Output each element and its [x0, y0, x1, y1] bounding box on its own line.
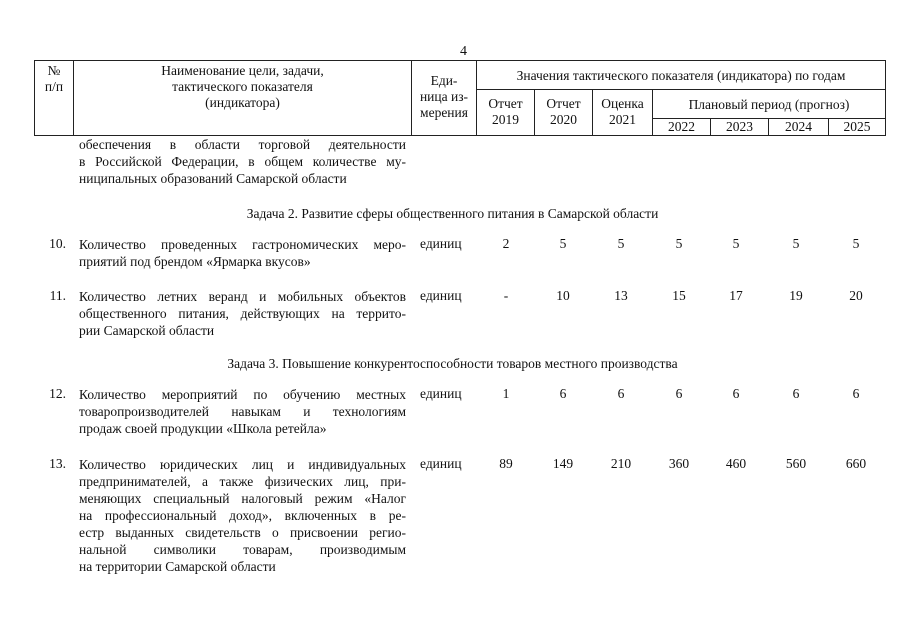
row13-val-2024: 560	[785, 456, 807, 471]
header-num	[35, 63, 73, 95]
row12-val-2020: 6	[559, 386, 567, 401]
row11-unit: единиц	[420, 288, 462, 303]
header-2020-label: Отчет	[546, 96, 581, 111]
row11-line2: общественного питания, действующих на террито-	[79, 306, 406, 321]
row10-val-2023: 5	[732, 236, 740, 251]
row13-val-2023: 460	[725, 456, 747, 471]
row10-val-2022: 5	[675, 236, 683, 251]
row11-text	[79, 288, 406, 339]
task3-heading: Задача 3. Повышение конкурентоспособности товаров местного производства	[227, 356, 678, 371]
row12-line1: Количество мероприятий по обучению местных	[79, 387, 406, 402]
row10-val-2020: 5	[559, 236, 567, 251]
row10-val-2021: 5	[617, 236, 625, 251]
header-plan-2022: 2022	[668, 119, 695, 134]
header-2021-year: 2021	[609, 112, 636, 127]
header-name-line2: тактического показателя	[172, 79, 313, 94]
row13-val-2025: 660	[845, 456, 867, 471]
header-name-line1: Наименование цели, задачи,	[161, 63, 324, 78]
continuation-line3: ниципальных образований Самарской области	[79, 171, 347, 186]
header-unit-line1: Еди-	[430, 73, 458, 88]
row12-val-2023: 6	[732, 386, 740, 401]
row11-val-2019: -	[503, 288, 509, 303]
row13-val-2019: 89	[499, 456, 513, 471]
row11-val-2025: 20	[849, 288, 863, 303]
row11-number: 11.	[49, 288, 66, 303]
row12-val-2024: 6	[792, 386, 800, 401]
header-plan-2023: 2023	[726, 119, 753, 134]
page-number: 4	[460, 44, 467, 59]
row10-line2: приятий под брендом «Ярмарка вкусов»	[79, 254, 311, 269]
header-2019-year: 2019	[492, 112, 519, 127]
row11-val-2024: 19	[789, 288, 803, 303]
row13-val-2021: 210	[610, 456, 632, 471]
row12-line2: товаропроизводителей навыкам и технологиям	[79, 404, 406, 419]
row12-unit: единиц	[420, 386, 462, 401]
header-2019-label: Отчет	[488, 96, 523, 111]
row10-line1: Количество проведенных гастрономических меро-	[79, 237, 406, 252]
row10-number: 10.	[49, 236, 66, 251]
row13-line2: предпринимателей, а также физических лиц, при-	[79, 474, 406, 489]
row11-line3: рии Самарской области	[79, 323, 215, 338]
row10-text	[79, 236, 406, 270]
col-border-right	[885, 60, 886, 136]
continuation-line1: обеспечения в области торговой деятельности	[79, 137, 406, 152]
header-unit-line3: мерения	[420, 105, 468, 120]
row10-val-2019: 2	[502, 236, 510, 251]
plan-title: Плановый период (прогноз)	[688, 97, 850, 112]
row13-line7: на территории Самарской области	[79, 559, 276, 574]
header-num-line1: №	[47, 63, 61, 78]
header-name-line3: (индикатора)	[205, 95, 280, 110]
row12-text	[79, 386, 406, 437]
row13-line1: Количество юридических лиц и индивидуальных	[79, 457, 406, 472]
row12-val-2019: 1	[502, 386, 510, 401]
row11-val-2021: 13	[614, 288, 628, 303]
row10-val-2024: 5	[792, 236, 800, 251]
row12-line3: продаж своей продукции «Школа ретейла»	[79, 421, 327, 436]
row11-val-2023: 17	[729, 288, 743, 303]
row13-number: 13.	[49, 456, 66, 471]
continuation-line2: в Российской Федерации, в общем количестве му-	[79, 154, 406, 169]
header-unit-line2: ница из-	[419, 89, 469, 104]
row13-line5: естр выданных свидетельств о присвоении регио-	[79, 525, 406, 540]
header-top-border	[34, 60, 886, 61]
continuation-text	[79, 136, 406, 187]
row13-unit: единиц	[420, 456, 462, 471]
row10-unit: единиц	[420, 236, 462, 251]
values-title-divider	[476, 89, 886, 90]
row13-line3: меняющих специальный налоговый режим «Налог	[79, 491, 406, 506]
header-2021-label: Оценка	[601, 96, 644, 111]
task2-heading: Задача 2. Развитие сферы общественного питания в Самарской области	[246, 206, 659, 221]
row13-val-2022: 360	[668, 456, 690, 471]
row12-number: 12.	[49, 386, 66, 401]
header-year-2021	[593, 96, 652, 128]
header-plan-2025: 2025	[843, 119, 871, 134]
row11-val-2022: 15	[672, 288, 686, 303]
header-plan-2024: 2024	[785, 119, 812, 134]
row13-val-2020: 149	[552, 456, 574, 471]
values-title: Значения тактического показателя (индикатора) по годам	[516, 68, 846, 83]
row12-val-2025: 6	[852, 386, 860, 401]
row13-line6: нальной символики товарам, производимым	[79, 542, 406, 557]
header-2020-year: 2020	[550, 112, 577, 127]
row12-val-2021: 6	[617, 386, 625, 401]
row12-val-2022: 6	[675, 386, 683, 401]
row11-val-2020: 10	[556, 288, 570, 303]
row11-line1: Количество летних веранд и мобильных объектов	[79, 289, 406, 304]
header-name	[74, 63, 411, 111]
header-year-2019	[477, 96, 534, 128]
row10-val-2025: 5	[852, 236, 860, 251]
row13-line4: на профессиональный доход», включенных в ре-	[79, 508, 406, 523]
header-year-2020	[535, 96, 592, 128]
row13-text	[79, 456, 406, 575]
header-num-line2: п/п	[44, 79, 64, 94]
header-unit	[412, 73, 476, 121]
